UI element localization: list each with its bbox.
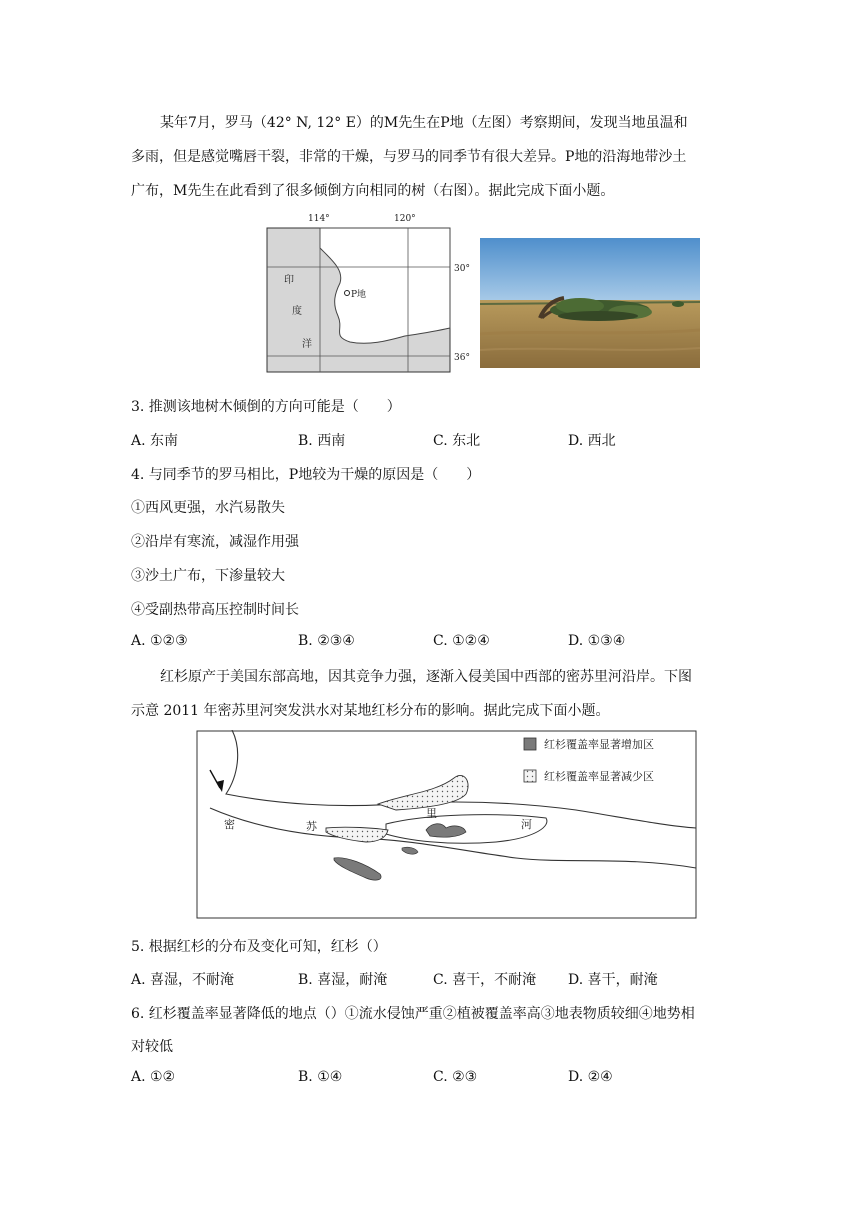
q4-stem: 4. 与同季节的罗马相比，P地较为干燥的原因是（ ） — [131, 467, 481, 483]
q4-item-3: ③沙土广布，下渗量较大 — [131, 568, 285, 584]
q5-option-b[interactable]: B. 喜湿，耐淹 — [298, 972, 388, 988]
ocean-char-3: 洋 — [302, 339, 312, 350]
river-char-4: 河 — [521, 818, 532, 831]
river-char-1: 密 — [224, 818, 235, 831]
legend-decrease-label: 红杉覆盖率显著减少区 — [544, 770, 654, 783]
q5-option-c[interactable]: C. 喜干，不耐淹 — [433, 972, 537, 988]
q4-option-c[interactable]: C. ①②④ — [433, 633, 490, 649]
q5-stem: 5. 根据红杉的分布及变化可知，红杉（） — [131, 939, 387, 955]
ocean-char-1: 印 — [284, 275, 294, 286]
q3-option-d[interactable]: D. 西北 — [568, 433, 616, 449]
q4-option-d[interactable]: D. ①③④ — [568, 633, 626, 649]
q4-item-2: ②沿岸有寒流，减湿作用强 — [131, 534, 299, 550]
q3-option-b[interactable]: B. 西南 — [298, 433, 346, 449]
q6-option-d[interactable]: D. ②④ — [568, 1069, 613, 1085]
passage1-line-1: 某年7月，罗马（42° N, 12° E）的M先生在P地（左图）考察期间，发现当地虽温和 — [160, 115, 688, 131]
q5-option-d[interactable]: D. 喜干，耐淹 — [568, 972, 658, 988]
lat-label-36: 36° — [454, 353, 470, 363]
passage2-line-1: 红杉原产于美国东部高地，因其竞争力强，逐渐入侵美国中西部的密苏里河沿岸。下图 — [160, 669, 692, 685]
q6-option-a[interactable]: A. ①② — [131, 1069, 176, 1085]
map-missouri-river — [196, 730, 698, 920]
passage2-line-2: 示意 2011 年密苏里河突发洪水对某地红杉分布的影响。据此完成下面小题。 — [131, 703, 610, 719]
legend-increase-swatch — [524, 738, 536, 750]
q6-stem-line-2: 对较低 — [131, 1039, 173, 1055]
passage1-line-3: 广布，M先生在此看到了很多倾倒方向相同的树（右图）。据此完成下面小题。 — [131, 183, 615, 199]
lon-label-120: 120° — [394, 214, 416, 224]
q4-item-1: ①西风更强，水汽易散失 — [131, 500, 285, 516]
q3-option-a[interactable]: A. 东南 — [131, 433, 179, 449]
lat-label-30: 30° — [454, 264, 470, 274]
q4-option-b[interactable]: B. ②③④ — [298, 633, 355, 649]
p-location-marker — [345, 291, 350, 296]
river-char-3: 里 — [426, 807, 437, 820]
q4-option-a[interactable]: A. ①②③ — [131, 633, 188, 649]
legend-decrease-swatch — [524, 770, 536, 782]
q6-option-b[interactable]: B. ①④ — [298, 1069, 343, 1085]
p-location-label: P地 — [351, 290, 367, 300]
q5-option-a[interactable]: A. 喜湿，不耐淹 — [131, 972, 235, 988]
q6-stem-line-1: 6. 红杉覆盖率显著降低的地点（）①流水侵蚀严重②植被覆盖率高③地表物质较细④地势相 — [131, 1006, 695, 1022]
q3-stem: 3. 推测该地树木倾倒的方向可能是（ ） — [131, 399, 401, 415]
land-area — [320, 228, 450, 343]
passage1-line-2: 多雨，但是感觉嘴唇干裂，非常的干燥，与罗马的同季节有很大差异。P地的沿海地带沙土 — [131, 149, 687, 165]
map-p-location — [240, 208, 480, 376]
legend-increase-label: 红杉覆盖率显著增加区 — [544, 738, 654, 751]
q6-option-c[interactable]: C. ②③ — [433, 1069, 478, 1085]
lon-label-114: 114° — [308, 214, 330, 224]
q4-item-4: ④受副热带高压控制时间长 — [131, 602, 299, 618]
photo-leaning-tree — [480, 238, 700, 368]
river-char-2: 苏 — [306, 820, 317, 833]
ocean-char-2: 度 — [292, 306, 302, 317]
q3-option-c[interactable]: C. 东北 — [433, 433, 481, 449]
